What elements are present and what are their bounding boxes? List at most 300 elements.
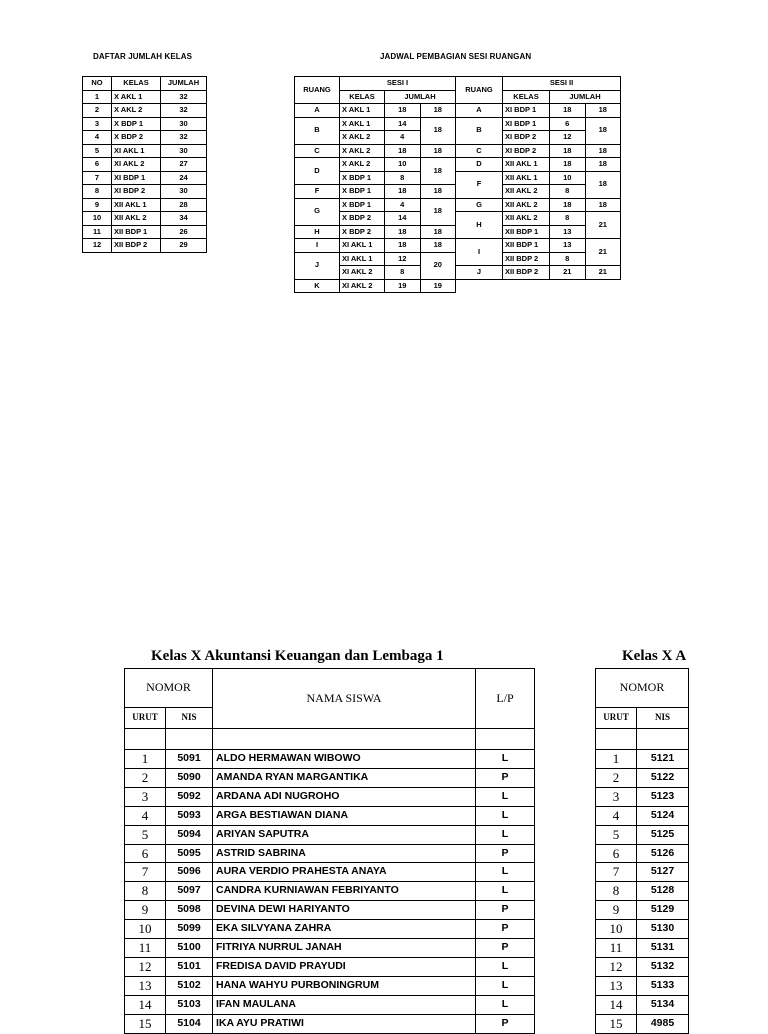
daftar-no-cell: 11 xyxy=(83,225,112,239)
kelas1-nis-cell: 5102 xyxy=(166,976,213,995)
sesi2-ruang-cell: H xyxy=(456,212,503,239)
kelas2-row xyxy=(596,939,689,958)
kelas2-urut-cell: 12 xyxy=(596,957,637,976)
daftar-row xyxy=(83,144,207,158)
sesi1-kelas-cell: X AKL 1 xyxy=(340,117,385,131)
sesi2-jumlah-cell: 8 xyxy=(550,252,586,266)
kelas2-urut-cell: 10 xyxy=(596,920,637,939)
kelas1-lp-cell: L xyxy=(476,863,535,882)
daftar-jumlah-cell: 30 xyxy=(161,185,207,199)
kelas1-row xyxy=(125,995,535,1014)
daftar-row xyxy=(83,117,207,131)
sesi2-kelas-cell: XII AKL 2 xyxy=(503,198,550,212)
sesi1-jumlah-cell: 8 xyxy=(385,266,421,280)
daftar-row xyxy=(83,225,207,239)
kelas1-urut-cell: 12 xyxy=(125,957,166,976)
kelas2-row xyxy=(596,976,689,995)
kelas1-row xyxy=(125,976,535,995)
kelas1-nama-cell: CANDRA KURNIAWAN FEBRIYANTO xyxy=(213,882,476,901)
kelas1-nama-cell: AURA VERDIO PRAHESTA ANAYA xyxy=(213,863,476,882)
kelas2-urut-cell: 14 xyxy=(596,995,637,1014)
kelas2-row xyxy=(596,920,689,939)
kelas1-row xyxy=(125,806,535,825)
daftar-title: DAFTAR JUMLAH KELAS xyxy=(93,52,193,61)
kelas1-nama-cell: FITRIYA NURRUL JANAH xyxy=(213,939,476,958)
kelas2-nis-cell: 5130 xyxy=(637,920,689,939)
sesi1-jumlah-cell: 14 xyxy=(385,212,421,226)
sesi2-row xyxy=(456,239,621,253)
sesi2-total-cell: 18 xyxy=(585,158,621,172)
kelas1-table xyxy=(124,668,535,1034)
kelas1-row xyxy=(125,844,535,863)
daftar-kelas-cell: X BDP 1 xyxy=(112,117,161,131)
kelas1-lp-cell: L xyxy=(476,806,535,825)
kelas2-subheader-row xyxy=(596,708,689,729)
sesi1-row xyxy=(295,104,456,118)
kelas2-urut-cell: 3 xyxy=(596,787,637,806)
sesi1-ruang-cell: F xyxy=(295,185,340,199)
sesi2-jumlah-cell: 18 xyxy=(550,158,586,172)
sesi1-kelas-cell: X AKL 2 xyxy=(340,131,385,145)
kelas2-row xyxy=(596,750,689,769)
kelas1-nama-cell: ALDO HERMAWAN WIBOWO xyxy=(213,750,476,769)
kelas2-row xyxy=(596,957,689,976)
sesi1-kelas-cell: XI AKL 2 xyxy=(340,266,385,280)
kelas1-nama-cell: FREDISA DAVID PRAYUDI xyxy=(213,957,476,976)
kelas1-urut-cell: 8 xyxy=(125,882,166,901)
sesi2-total-cell: 18 xyxy=(585,104,621,118)
sesi1-kelas-cell: X BDP 2 xyxy=(340,212,385,226)
daftar-jumlah-cell: 32 xyxy=(161,90,207,104)
sesi2-total-cell: 18 xyxy=(585,198,621,212)
kelas1-blank-row xyxy=(125,729,535,750)
kelas2-nis-cell: 5132 xyxy=(637,957,689,976)
sesi2-kelas-cell: XI BDP 1 xyxy=(503,117,550,131)
sesi2-header-row xyxy=(456,77,621,91)
kelas2-row xyxy=(596,787,689,806)
kelas2-urut-cell: 6 xyxy=(596,844,637,863)
kelas1-row xyxy=(125,957,535,976)
kelas1-row xyxy=(125,863,535,882)
kelas2-row xyxy=(596,806,689,825)
sesi1-ruang-cell: J xyxy=(295,252,340,279)
kelas1-lp-cell: P xyxy=(476,844,535,863)
kelas1-nama-cell: ARDANA ADI NUGROHO xyxy=(213,787,476,806)
kelas1-urut-cell: 14 xyxy=(125,995,166,1014)
daftar-kelas-cell: X BDP 2 xyxy=(112,131,161,145)
daftar-no-cell: 12 xyxy=(83,239,112,253)
daftar-row xyxy=(83,104,207,118)
kelas1-row xyxy=(125,787,535,806)
kelas1-lp-cell: L xyxy=(476,957,535,976)
daftar-kelas-cell: XII BDP 1 xyxy=(112,225,161,239)
kelas1-title: Kelas X Akuntansi Keuangan dan Lembaga 1 xyxy=(151,648,444,664)
kelas1-urut-header: URUT xyxy=(125,708,166,729)
sesi1-total-cell: 18 xyxy=(420,158,456,185)
sesi1-body xyxy=(295,104,456,293)
kelas1-urut-cell: 11 xyxy=(125,939,166,958)
sesi1-header: SESI I xyxy=(340,77,456,91)
kelas1-nis-cell: 5097 xyxy=(166,882,213,901)
kelas1-row xyxy=(125,882,535,901)
sesi2-kelas-cell: XII BDP 2 xyxy=(503,266,550,280)
kelas1-urut-cell: 1 xyxy=(125,750,166,769)
kelas2-body xyxy=(596,750,689,1034)
sesi1-jumlah-cell: 4 xyxy=(385,131,421,145)
daftar-no-cell: 10 xyxy=(83,212,112,226)
sesi1-ruang-cell: C xyxy=(295,144,340,158)
kelas2-nis-cell: 5133 xyxy=(637,976,689,995)
kelas1-urut-cell: 5 xyxy=(125,825,166,844)
sesi1-row xyxy=(295,158,456,172)
sesi2-kelas-header: KELAS xyxy=(503,90,550,104)
kelas1-row xyxy=(125,939,535,958)
sesi1-kelas-cell: X BDP 1 xyxy=(340,198,385,212)
sesi1-total-cell: 18 xyxy=(420,104,456,118)
kelas1-nis-cell: 5103 xyxy=(166,995,213,1014)
kelas1-nama-cell: ARIYAN SAPUTRA xyxy=(213,825,476,844)
sesi2-kelas-cell: XII AKL 1 xyxy=(503,171,550,185)
sesi2-total-cell: 21 xyxy=(585,239,621,266)
sesi2-row xyxy=(456,158,621,172)
kelas2-nis-cell: 5121 xyxy=(637,750,689,769)
kelas1-nis-cell: 5099 xyxy=(166,920,213,939)
daftar-row xyxy=(83,90,207,104)
kelas2-nis-cell: 5123 xyxy=(637,787,689,806)
kelas1-urut-cell: 6 xyxy=(125,844,166,863)
kelas1-lp-cell: L xyxy=(476,995,535,1014)
daftar-jumlah-cell: 30 xyxy=(161,117,207,131)
kelas2-urut-header: URUT xyxy=(596,708,637,729)
daftar-kelas-cell: XI BDP 2 xyxy=(112,185,161,199)
sesi1-ruang-cell: G xyxy=(295,198,340,225)
daftar-jumlah-cell: 28 xyxy=(161,198,207,212)
kelas1-lp-cell: P xyxy=(476,1014,535,1033)
sesi2-row xyxy=(456,171,621,185)
kelas2-nis-cell: 5129 xyxy=(637,901,689,920)
kelas1-lp-cell: P xyxy=(476,920,535,939)
sesi2-row xyxy=(456,266,621,280)
sesi1-row xyxy=(295,252,456,266)
kelas1-lp-cell: P xyxy=(476,768,535,787)
sesi1-total-cell: 18 xyxy=(420,239,456,253)
kelas2-urut-cell: 11 xyxy=(596,939,637,958)
sesi1-ruang-cell: B xyxy=(295,117,340,144)
daftar-row xyxy=(83,198,207,212)
kelas1-header-row xyxy=(125,669,535,708)
sesi1-kelas-cell: X AKL 1 xyxy=(340,104,385,118)
sesi2-kelas-cell: XII BDP 1 xyxy=(503,225,550,239)
kelas1-nama-cell: HANA WAHYU PURBONINGRUM xyxy=(213,976,476,995)
kelas1-lp-cell: L xyxy=(476,882,535,901)
kelas1-row xyxy=(125,825,535,844)
sesi1-ruang-cell: D xyxy=(295,158,340,185)
daftar-jumlah-cell: 32 xyxy=(161,131,207,145)
kelas1-body xyxy=(125,750,535,1034)
daftar-no-cell: 1 xyxy=(83,90,112,104)
daftar-jumlah-cell: 30 xyxy=(161,144,207,158)
kelas1-urut-cell: 3 xyxy=(125,787,166,806)
sesi2-jumlah-cell: 13 xyxy=(550,225,586,239)
sesi1-kelas-cell: XI AKL 1 xyxy=(340,239,385,253)
sesi2-jumlah-cell: 8 xyxy=(550,185,586,199)
daftar-jumlah-cell: 24 xyxy=(161,171,207,185)
kelas1-lp-cell: L xyxy=(476,787,535,806)
sesi2-kelas-cell: XI BDP 1 xyxy=(503,104,550,118)
sesi1-ruang-header: RUANG xyxy=(295,77,340,104)
kelas1-nis-cell: 5094 xyxy=(166,825,213,844)
daftar-header-jumlah: JUMLAH xyxy=(161,77,207,91)
sesi1-jumlah-cell: 8 xyxy=(385,171,421,185)
daftar-kelas-cell: XII AKL 1 xyxy=(112,198,161,212)
kelas2-urut-cell: 1 xyxy=(596,750,637,769)
sesi1-ruang-cell: K xyxy=(295,279,340,293)
daftar-no-cell: 8 xyxy=(83,185,112,199)
kelas2-nomor-header: NOMOR xyxy=(596,669,689,708)
kelas2-nis-cell: 5124 xyxy=(637,806,689,825)
sesi1-row xyxy=(295,279,456,293)
daftar-kelas-cell: XI AKL 2 xyxy=(112,158,161,172)
sesi2-header: SESI II xyxy=(503,77,621,91)
kelas1-nis-cell: 5092 xyxy=(166,787,213,806)
kelas2-nis-cell: 5126 xyxy=(637,844,689,863)
kelas2-table xyxy=(595,668,689,1034)
kelas1-nama-cell: ARGA BESTIAWAN DIANA xyxy=(213,806,476,825)
kelas1-nama-cell: ASTRID SABRINA xyxy=(213,844,476,863)
sesi2-total-cell: 18 xyxy=(585,117,621,144)
sesi2-ruang-cell: A xyxy=(456,104,503,118)
daftar-kelas-cell: XII AKL 2 xyxy=(112,212,161,226)
sesi1-jumlah-cell: 18 xyxy=(385,225,421,239)
sesi1-total-cell: 18 xyxy=(420,185,456,199)
sesi2-ruang-cell: B xyxy=(456,117,503,144)
sesi2-ruang-cell: D xyxy=(456,158,503,172)
sesi2-ruang-cell: C xyxy=(456,144,503,158)
kelas1-lp-cell: L xyxy=(476,976,535,995)
kelas1-urut-cell: 10 xyxy=(125,920,166,939)
kelas2-blank-row xyxy=(596,729,689,750)
kelas1-nama-cell: IFAN MAULANA xyxy=(213,995,476,1014)
kelas1-row xyxy=(125,750,535,769)
jadwal-title: JADWAL PEMBAGIAN SESI RUANGAN xyxy=(380,52,532,61)
sesi1-jumlah-cell: 14 xyxy=(385,117,421,131)
sesi1-kelas-cell: X AKL 2 xyxy=(340,144,385,158)
sesi2-row xyxy=(456,144,621,158)
sesi2-jumlah-cell: 18 xyxy=(550,104,586,118)
kelas1-nis-cell: 5093 xyxy=(166,806,213,825)
sesi2-kelas-cell: XII AKL 2 xyxy=(503,212,550,226)
kelas2-nis-cell: 5134 xyxy=(637,995,689,1014)
kelas2-urut-cell: 8 xyxy=(596,882,637,901)
sesi2-kelas-cell: XII BDP 2 xyxy=(503,252,550,266)
sesi1-row xyxy=(295,198,456,212)
kelas2-nis-cell: 5122 xyxy=(637,768,689,787)
kelas1-lp-cell: L xyxy=(476,825,535,844)
daftar-header-no: NO xyxy=(83,77,112,91)
daftar-no-cell: 7 xyxy=(83,171,112,185)
kelas2-row xyxy=(596,995,689,1014)
sesi2-ruang-cell: G xyxy=(456,198,503,212)
sesi1-header-row xyxy=(295,77,456,91)
daftar-kelas-cell: XII BDP 2 xyxy=(112,239,161,253)
kelas2-urut-cell: 15 xyxy=(596,1014,637,1033)
sesi2-kelas-cell: XII AKL 2 xyxy=(503,185,550,199)
daftar-row xyxy=(83,171,207,185)
daftar-kelas-cell: X AKL 1 xyxy=(112,90,161,104)
sesi1-jumlah-cell: 18 xyxy=(385,239,421,253)
sesi2-row xyxy=(456,212,621,226)
kelas2-nis-cell: 5125 xyxy=(637,825,689,844)
sesi1-kelas-cell: XI AKL 1 xyxy=(340,252,385,266)
kelas1-nis-cell: 5101 xyxy=(166,957,213,976)
kelas1-urut-cell: 13 xyxy=(125,976,166,995)
sesi2-jumlah-cell: 6 xyxy=(550,117,586,131)
kelas1-nama-cell: DEVINA DEWI HARIYANTO xyxy=(213,901,476,920)
sesi1-row xyxy=(295,144,456,158)
kelas2-urut-cell: 4 xyxy=(596,806,637,825)
daftar-no-cell: 4 xyxy=(83,131,112,145)
sesi1-jumlah-cell: 10 xyxy=(385,158,421,172)
daftar-row xyxy=(83,212,207,226)
sesi1-jumlah-cell: 12 xyxy=(385,252,421,266)
sesi1-jumlah-cell: 18 xyxy=(385,144,421,158)
kelas2-urut-cell: 2 xyxy=(596,768,637,787)
sesi2-ruang-header: RUANG xyxy=(456,77,503,104)
kelas2-row xyxy=(596,768,689,787)
kelas1-nama-cell: IKA AYU PRATIWI xyxy=(213,1014,476,1033)
kelas2-title: Kelas X A xyxy=(622,648,687,664)
jadwal-sesi2-table xyxy=(455,76,621,280)
kelas2-nis-cell: 5131 xyxy=(637,939,689,958)
sesi1-jumlah-cell: 18 xyxy=(385,185,421,199)
kelas2-header-row xyxy=(596,669,689,708)
sesi1-total-cell: 18 xyxy=(420,225,456,239)
daftar-jumlah-cell: 26 xyxy=(161,225,207,239)
kelas2-nis-cell: 5128 xyxy=(637,882,689,901)
sesi2-body xyxy=(456,104,621,280)
kelas2-row xyxy=(596,825,689,844)
daftar-kelas-cell: XI AKL 1 xyxy=(112,144,161,158)
kelas2-urut-cell: 7 xyxy=(596,863,637,882)
kelas2-nis-header: NIS xyxy=(637,708,689,729)
sesi1-kelas-header: KELAS xyxy=(340,90,385,104)
daftar-kelas-cell: X AKL 2 xyxy=(112,104,161,118)
sesi1-kelas-cell: X BDP 1 xyxy=(340,171,385,185)
sesi1-ruang-cell: A xyxy=(295,104,340,118)
sesi1-kelas-cell: X BDP 1 xyxy=(340,185,385,199)
kelas2-nis-cell: 5127 xyxy=(637,863,689,882)
sesi2-row xyxy=(456,198,621,212)
sesi1-jumlah-cell: 18 xyxy=(385,104,421,118)
daftar-no-cell: 5 xyxy=(83,144,112,158)
sesi1-total-cell: 18 xyxy=(420,144,456,158)
sesi2-total-cell: 21 xyxy=(585,212,621,239)
kelas1-nama-cell: AMANDA RYAN MARGANTIKA xyxy=(213,768,476,787)
daftar-jumlah-cell: 34 xyxy=(161,212,207,226)
kelas1-urut-cell: 2 xyxy=(125,768,166,787)
sesi2-jumlah-cell: 18 xyxy=(550,198,586,212)
kelas2-urut-cell: 13 xyxy=(596,976,637,995)
sesi2-ruang-cell: I xyxy=(456,239,503,266)
sesi2-kelas-cell: XII AKL 1 xyxy=(503,158,550,172)
sesi2-jumlah-cell: 18 xyxy=(550,144,586,158)
sesi2-jumlah-cell: 13 xyxy=(550,239,586,253)
sesi1-ruang-cell: H xyxy=(295,225,340,239)
daftar-row xyxy=(83,185,207,199)
sesi2-kelas-cell: XI BDP 2 xyxy=(503,131,550,145)
kelas1-urut-cell: 15 xyxy=(125,1014,166,1033)
sesi2-jumlah-cell: 21 xyxy=(550,266,586,280)
sesi1-total-cell: 19 xyxy=(420,279,456,293)
daftar-no-cell: 3 xyxy=(83,117,112,131)
kelas2-row xyxy=(596,882,689,901)
kelas1-urut-cell: 9 xyxy=(125,901,166,920)
daftar-body xyxy=(83,90,207,252)
daftar-table xyxy=(82,76,207,253)
sesi1-jumlah-cell: 4 xyxy=(385,198,421,212)
kelas2-nis-cell: 4985 xyxy=(637,1014,689,1033)
kelas1-nis-cell: 5098 xyxy=(166,901,213,920)
kelas1-lp-cell: L xyxy=(476,750,535,769)
sesi1-row xyxy=(295,225,456,239)
kelas1-row xyxy=(125,920,535,939)
sesi1-ruang-cell: I xyxy=(295,239,340,253)
kelas1-urut-cell: 4 xyxy=(125,806,166,825)
sesi1-kelas-cell: X AKL 2 xyxy=(340,158,385,172)
sesi1-row xyxy=(295,239,456,253)
kelas1-nis-cell: 5091 xyxy=(166,750,213,769)
sesi2-jumlah-cell: 12 xyxy=(550,131,586,145)
sesi2-total-cell: 18 xyxy=(585,144,621,158)
sesi2-jumlah-cell: 8 xyxy=(550,212,586,226)
daftar-no-cell: 9 xyxy=(83,198,112,212)
daftar-header-kelas: KELAS xyxy=(112,77,161,91)
kelas1-urut-cell: 7 xyxy=(125,863,166,882)
daftar-row xyxy=(83,131,207,145)
sesi1-total-cell: 20 xyxy=(420,252,456,279)
kelas1-lp-cell: P xyxy=(476,939,535,958)
sesi1-jumlah-cell: 19 xyxy=(385,279,421,293)
kelas2-row xyxy=(596,844,689,863)
daftar-no-cell: 2 xyxy=(83,104,112,118)
sesi1-row xyxy=(295,185,456,199)
kelas1-nis-cell: 5095 xyxy=(166,844,213,863)
kelas1-nis-header: NIS xyxy=(166,708,213,729)
sesi2-kelas-cell: XII BDP 1 xyxy=(503,239,550,253)
kelas2-row xyxy=(596,863,689,882)
kelas1-nis-cell: 5100 xyxy=(166,939,213,958)
kelas1-nis-cell: 5104 xyxy=(166,1014,213,1033)
kelas1-lp-cell: P xyxy=(476,901,535,920)
sesi2-total-cell: 18 xyxy=(585,171,621,198)
sesi1-total-cell: 18 xyxy=(420,198,456,225)
kelas1-nis-cell: 5090 xyxy=(166,768,213,787)
kelas1-lp-header: L/P xyxy=(476,669,535,729)
daftar-no-cell: 6 xyxy=(83,158,112,172)
daftar-jumlah-cell: 29 xyxy=(161,239,207,253)
daftar-jumlah-cell: 27 xyxy=(161,158,207,172)
kelas1-nis-cell: 5096 xyxy=(166,863,213,882)
jadwal-sesi1-table xyxy=(294,76,456,293)
kelas1-nama-cell: EKA SILVYANA ZAHRA xyxy=(213,920,476,939)
sesi2-jumlah-header: JUMLAH xyxy=(550,90,621,104)
sesi2-ruang-cell: F xyxy=(456,171,503,198)
kelas2-row xyxy=(596,901,689,920)
sesi2-jumlah-cell: 10 xyxy=(550,171,586,185)
sesi2-total-cell: 21 xyxy=(585,266,621,280)
sesi1-total-cell: 18 xyxy=(420,117,456,144)
sesi2-row xyxy=(456,117,621,131)
